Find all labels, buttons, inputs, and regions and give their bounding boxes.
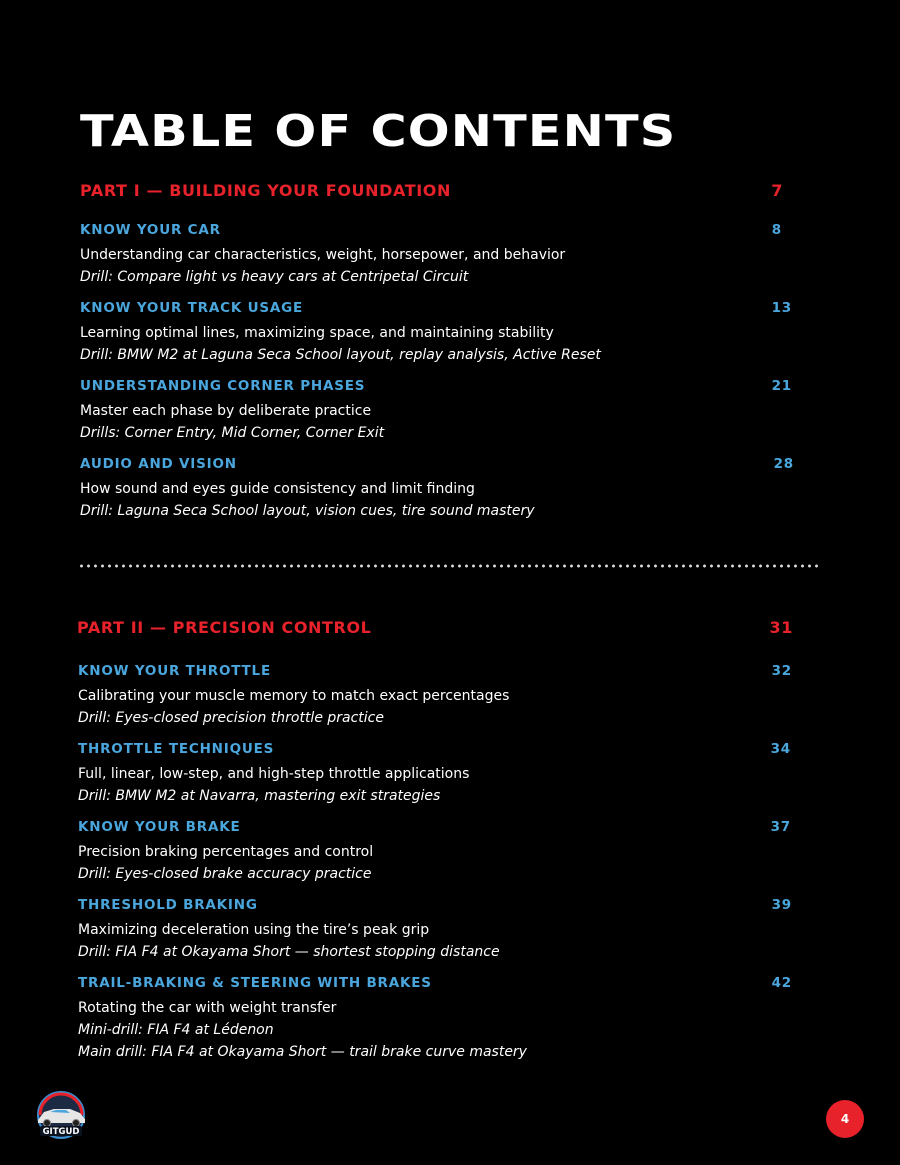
entry-title: UNDERSTANDING CORNER PHASES [80,378,366,394]
toc-entry-know-your-throttle[interactable] [78,663,792,729]
entry-description: How sound and eyes guide consistency and limit finding [80,481,475,497]
entry-page-number: 21 [771,378,792,394]
entry-description: Rotating the car with weight transfer [78,1000,337,1016]
entry-drill: Drill: BMW M2 at Laguna Seca School layout, replay analysis, Active Reset [80,347,601,363]
gitgud-logo [30,1090,92,1140]
entry-drill: Drill: Laguna Seca School layout, vision cues, tire sound mastery [80,503,535,519]
entry-drill: Drills: Corner Entry, Mid Corner, Corner Exit [80,425,385,441]
toc-entry-know-your-track-usage[interactable] [80,300,792,366]
entry-page-number: 34 [770,741,791,757]
toc-entry-audio-and-vision[interactable] [80,456,794,522]
entry-mini-drill: Mini-drill: FIA F4 at Lédenon [78,1022,274,1038]
toc-entry-know-your-car[interactable] [80,222,782,288]
entry-page-number: 39 [771,897,792,913]
entry-title: THROTTLE TECHNIQUES [78,741,275,757]
entry-title: KNOW YOUR THROTTLE [78,663,271,679]
entry-drill: Drill: Compare light vs heavy cars at Centripetal Circuit [80,269,469,285]
part-page-number: 7 [771,181,783,200]
dotted-divider [78,563,820,569]
part-1-heading[interactable] [80,181,783,205]
entry-description: Master each phase by deliberate practice [80,403,372,419]
part-2-heading[interactable] [77,618,793,642]
entry-title: KNOW YOUR CAR [80,222,221,238]
entry-description: Precision braking percentages and control [78,844,374,860]
entry-drill: Drill: FIA F4 at Okayama Short — shortest stopping distance [78,944,500,960]
logo-text: GITGUD [42,1127,80,1137]
entry-title: AUDIO AND VISION [80,456,237,472]
entry-title: KNOW YOUR TRACK USAGE [80,300,304,316]
entry-description: Maximizing deceleration using the tire’s peak grip [78,922,430,938]
part-page-number: 31 [769,618,793,637]
entry-page-number: 37 [770,819,791,835]
toc-entry-threshold-braking[interactable] [78,897,792,963]
entry-page-number: 42 [771,975,792,991]
toc-entry-throttle-techniques[interactable] [78,741,791,807]
entry-description: Understanding car characteristics, weight, horsepower, and behavior [80,247,566,263]
entry-main-drill: Main drill: FIA F4 at Okayama Short — trail brake curve mastery [78,1044,527,1060]
toc-entry-trail-braking[interactable] [78,975,792,1063]
part-title: PART I — BUILDING YOUR FOUNDATION [80,181,451,200]
entry-title: TRAIL-BRAKING & STEERING WITH BRAKES [78,975,432,991]
entry-drill: Drill: BMW M2 at Navarra, mastering exit strategies [78,788,441,804]
entry-title: THRESHOLD BRAKING [78,897,258,913]
entry-page-number: 28 [773,456,794,472]
page-number-badge: 4 [826,1100,864,1138]
entry-description: Learning optimal lines, maximizing space, and maintaining stability [80,325,554,341]
entry-drill: Drill: Eyes-closed precision throttle practice [78,710,384,726]
toc-entry-know-your-brake[interactable] [78,819,791,885]
entry-page-number: 8 [771,222,782,238]
toc-entry-understanding-corner-phases[interactable] [80,378,792,444]
entry-description: Calibrating your muscle memory to match exact percentages [78,688,510,704]
entry-page-number: 32 [771,663,792,679]
entry-title: KNOW YOUR BRAKE [78,819,241,835]
page-title: TABLE OF CONTENTS [80,106,677,157]
entry-page-number: 13 [771,300,792,316]
logo-emblem-icon [30,1090,92,1140]
part-title: PART II — PRECISION CONTROL [77,618,372,637]
entry-description: Full, linear, low-step, and high-step throttle applications [78,766,470,782]
entry-drill: Drill: Eyes-closed brake accuracy practice [78,866,372,882]
